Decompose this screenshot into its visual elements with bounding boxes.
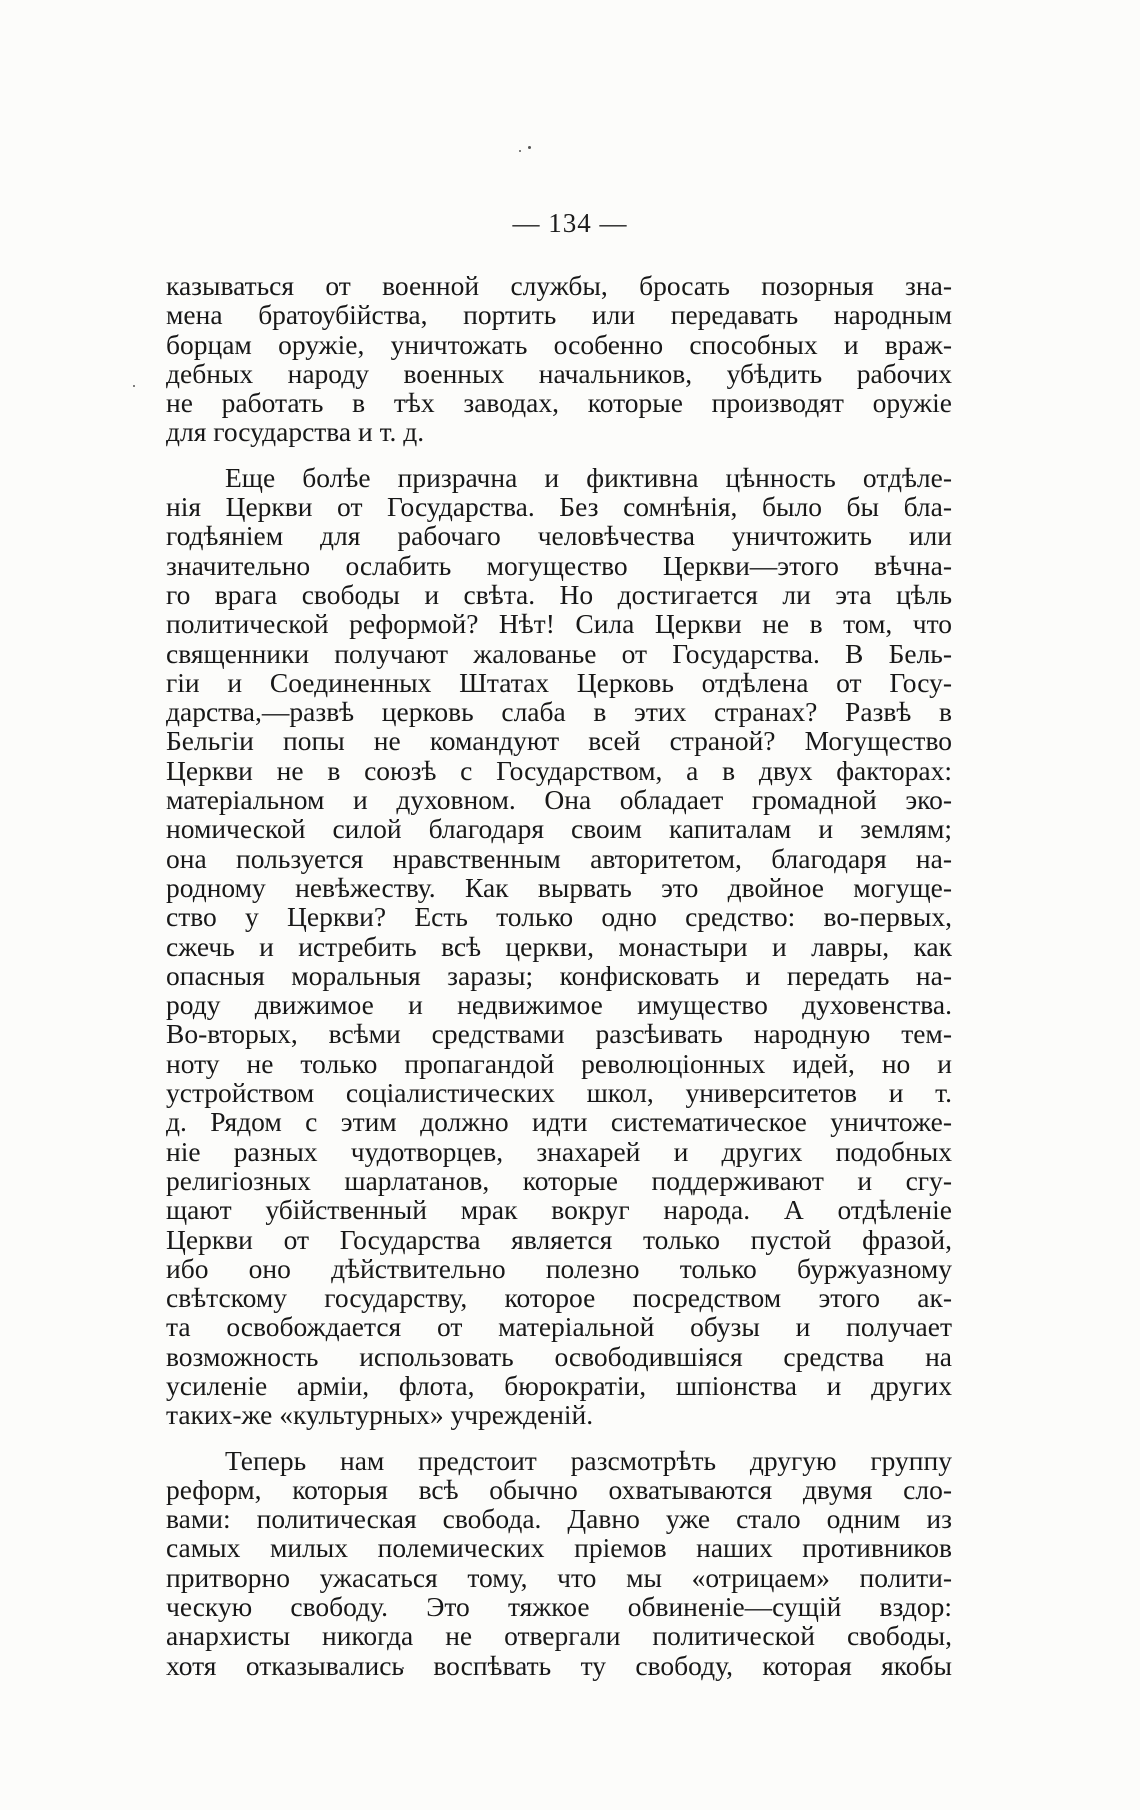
text-line: политической реформой? Нѣт! Сила Церкви не в том, что xyxy=(166,608,952,640)
text-line: самых милых полемических пріемов наших противников xyxy=(166,1532,952,1564)
text-line: гіи и Соединенных Штатах Церковь отдѣлена от Госу- xyxy=(166,666,952,698)
paragraph-3 xyxy=(166,1446,952,1680)
text-line: реформ, которыя всѣ обычно охватываются двумя сло- xyxy=(166,1473,952,1505)
text-line: ноту не только пропагандой революціонных идей, но и xyxy=(166,1047,952,1079)
paragraph-2 xyxy=(166,463,952,1430)
text-line: ство у Церкви? Есть только одно средство: во-первых, xyxy=(166,901,952,933)
text-line: Бельгіи попы не командуют всей страной? Могущество xyxy=(166,725,952,757)
print-speck xyxy=(133,385,135,387)
text-line: Теперь нам предстоит разсмотрѣть другую группу xyxy=(225,1444,952,1476)
text-line: таких-же «культурных» учрежденій. xyxy=(166,1399,594,1431)
text-line: хотя отказывались воспѣвать ту свободу, которая якобы xyxy=(166,1649,952,1681)
text-line: мена братоубійства, портить или передавать народным xyxy=(166,299,952,331)
page-number: — 134 — xyxy=(512,208,628,238)
print-speck xyxy=(528,146,531,149)
text-line: дебных народу военных начальников, убѣдить рабочих xyxy=(166,357,952,389)
text-line: та освобождается от матеріальной обузы и получает xyxy=(166,1311,952,1343)
text-line: нія Церкви от Государства. Без сомнѣнія, было бы бла- xyxy=(166,491,952,523)
text-line: для государства и т. д. xyxy=(166,416,425,448)
text-line: ческую свободу. Это тяжкое обвиненіе—сущій вздор: xyxy=(166,1591,952,1623)
text-line: значительно ослабить могущество Церкви—этого вѣчна- xyxy=(166,549,952,581)
text-line: борцам оружіе, уничтожать особенно способных и враж- xyxy=(166,328,952,360)
text-line: не работать в тѣх заводах, которые производят оружіе xyxy=(166,387,952,419)
text-line: возможность использовать освободившіяся средства на xyxy=(166,1340,952,1372)
text-line: ніе разных чудотворцев, знахарей и других подобных xyxy=(166,1135,952,1167)
text-line: ибо оно дѣйствительно полезно только буржуазному xyxy=(166,1252,952,1284)
text-line: религіозных шарлатанов, которые поддерживают и сгу- xyxy=(166,1164,952,1196)
text-line: опасныя моральныя заразы; конфисковать и передать на- xyxy=(166,959,952,991)
text-line: притворно ужасаться тому, что мы «отрицаем» полити- xyxy=(166,1561,952,1593)
text-line: годѣяніем для рабочаго человѣчества уничтожить или xyxy=(166,520,952,552)
body-text xyxy=(166,271,952,1696)
print-speck xyxy=(519,150,521,152)
text-line: роду движимое и недвижимое имущество духовенства. xyxy=(166,989,952,1021)
text-line: матеріальном и духовном. Она обладает громадной эко- xyxy=(166,784,952,816)
text-line: Церкви не в союзѣ с Государством, а в двух факторах: xyxy=(166,754,952,786)
paragraph-1 xyxy=(166,271,952,447)
text-line: сжечь и истребить всѣ церкви, монастыри и лавры, как xyxy=(166,930,952,962)
text-line: она пользуется нравственным авторитетом, благодаря на- xyxy=(166,842,952,874)
text-line: анархисты никогда не отвергали политической свободы, xyxy=(166,1620,952,1652)
text-line: свѣтскому государству, которое посредством этого ак- xyxy=(166,1282,952,1314)
text-line: щают убійственный мрак вокруг народа. А отдѣленіе xyxy=(166,1194,952,1226)
text-line: родному невѣжеству. Как вырвать это двойное могуще- xyxy=(166,871,952,903)
text-line: Во-вторых, всѣми средствами разсѣивать народную тем- xyxy=(166,1018,952,1050)
text-line: номической силой благодаря своим капиталам и землям; xyxy=(166,813,952,845)
text-line: Церкви от Государства является только пустой фразой, xyxy=(166,1223,952,1255)
text-line: усиленіе арміи, флота, бюрократіи, шпіонства и других xyxy=(166,1369,952,1401)
text-line: вами: политическая свобода. Давно уже стало одним из xyxy=(166,1503,952,1535)
text-line: дарства,—развѣ церковь слаба в этих странах? Развѣ в xyxy=(166,696,952,728)
text-line: устройством соціалистических школ, университетов и т. xyxy=(166,1077,952,1109)
text-line: го врага свободы и свѣта. Но достигается ли эта цѣль xyxy=(166,578,952,610)
text-line: казываться от военной службы, бросать позорныя зна- xyxy=(166,270,952,301)
text-line: Еще болѣе призрачна и фиктивна цѣнность отдѣле- xyxy=(225,461,952,493)
text-line: священники получают жалованье от Государства. В Бель- xyxy=(166,637,952,669)
text-line: д. Рядом с этим должно идти систематическое уничтоже- xyxy=(166,1106,952,1138)
